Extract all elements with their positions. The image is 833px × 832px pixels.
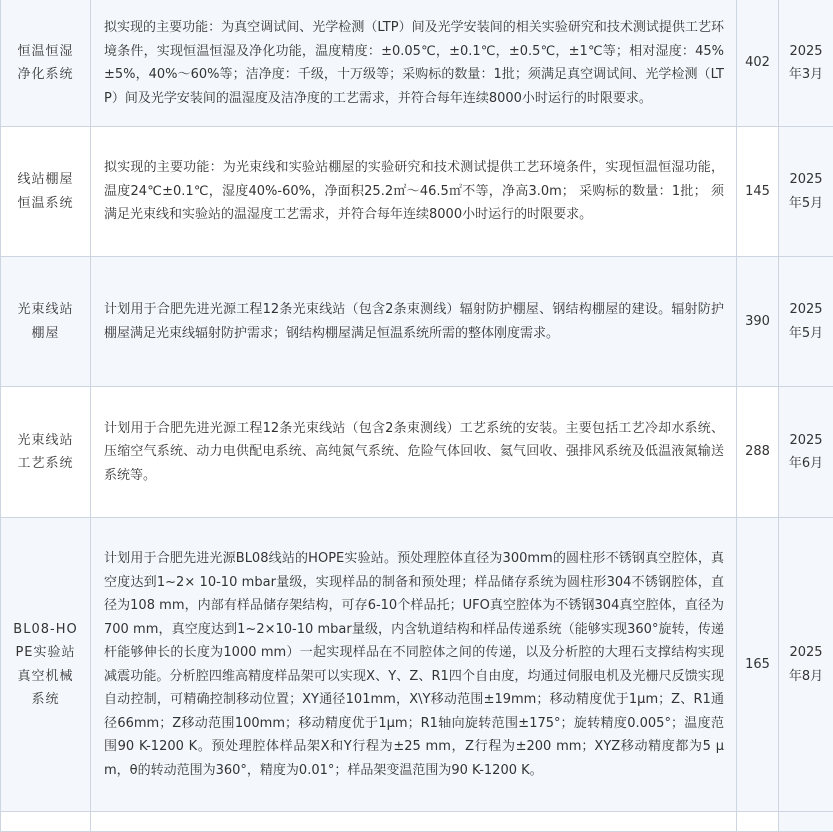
budget-amount-value: 145 <box>745 180 770 204</box>
project-name-cell: 线站棚屋恒温系统 <box>1 127 91 257</box>
project-name-cell: 恒温恒湿净化系统 <box>1 0 91 127</box>
purchase-time-value: 2025年5月 <box>787 298 825 345</box>
purchase-time-value: 2025年8月 <box>787 641 825 688</box>
table-row <box>1 387 833 518</box>
table-row <box>1 0 833 127</box>
project-description-cell: 计划用于合肥先进光源工程12条光束线站（包含2条束测线）辐射防护棚屋、钢结构棚屋的建设。辐射防护棚屋满足光束线辐射防护需求；钢结构棚屋满足恒温系统所需的整体刚度需求。 <box>91 257 737 387</box>
purchase-time-value: 2025年6月 <box>787 429 825 476</box>
budget-amount-cell <box>737 0 779 127</box>
budget-amount-cell <box>737 812 779 832</box>
purchase-time-value: 2025年5月 <box>787 168 825 215</box>
purchase-time-cell <box>779 257 833 387</box>
project-name-cell: BL08-HOPE实验站真空机械系统 <box>1 518 91 812</box>
table-row <box>1 127 833 257</box>
budget-amount-value: 165 <box>745 653 770 677</box>
project-description-cell: 拟实现的主要功能：为光束线和实验站棚屋的实验研究和技术测试提供工艺环境条件，实现恒温恒湿功能，温度24℃±0.1℃，湿度40%-60%，净面积25.2㎡～46.5㎡不等，净高3.0m； 采购标的数量：1批； 须满足光束线和实验站的温湿度工艺需求，并符合每年连续8000小时运行的时限要求。 <box>91 127 737 257</box>
project-description-cell: 计划用于合肥先进光源工程12条光束线站（包含2条束测线）工艺系统的安装。主要包括工艺冷却水系统、压缩空气系统、动力电供配电系统、高纯氮气系统、危险气体回收、氦气回收、强排风系统及低温液氮输送系统等。 <box>91 387 737 518</box>
budget-amount-value: 288 <box>745 440 770 464</box>
purchase-time-cell <box>779 387 833 518</box>
table-row <box>1 518 833 812</box>
budget-amount-cell <box>737 127 779 257</box>
project-description-cell <box>91 812 737 832</box>
table-row <box>1 812 833 832</box>
project-name-cell: 光束线站棚屋 <box>1 257 91 387</box>
project-description-cell: 拟实现的主要功能：为真空调试间、光学检测（LTP）间及光学安装间的相关实验研究和技术测试提供工艺环境条件，实现恒温恒湿及净化功能，温度精度：±0.05℃，±0.1℃，±0.5℃，±1℃等；相对湿度：45%±5%，40%～60%等；洁净度：千级，十万级等；采购标的数量：1批；须满足真空调试间、光学检测（LTP）间及光学安装间的温湿度及洁净度的工艺需求，并符合每年连续8000小时运行的时限要求。 <box>91 0 737 127</box>
purchase-time-cell <box>779 0 833 127</box>
budget-amount-value: 390 <box>745 310 770 334</box>
purchase-time-cell <box>779 518 833 812</box>
project-name-cell: 光束线站工艺系统 <box>1 387 91 518</box>
budget-amount-cell <box>737 387 779 518</box>
project-name-cell <box>1 812 91 832</box>
budget-amount-value: 402 <box>745 51 770 75</box>
project-description-cell: 计划用于合肥先进光源BL08线站的HOPE实验站。预处理腔体直径为300mm的圆柱形不锈钢真空腔体，真空度达到1~2× 10-10 mbar量级，实现样品的制备和预处理；样品储存系统为圆柱形304不锈钢腔体，直径为108 mm，内部有样品储存架结构，可存6-10个样品托；UFO真空腔体为不锈钢304真空腔体，直径为700 mm，真空度达到1~2×10-10 mbar量级，内含轨道结构和样品传递系统（能够实现360°旋转，传递杆能够伸长的长度为1000 mm）一起实现样品在不同腔体之间的传递，以及分析腔的大理石支撑结构实现减震功能。分析腔四维高精度样品架可以实现X、Y、Z、R1四个自由度，均通过伺服电机及光栅尺反馈实现自动控制，可精确控制移动位置；XY通径101mm，X\Y移动范围±19mm；移动精度优于1μm；Z、R1通径66mm；Z移动范围100mm；移动精度优于1μm；R1轴向旋转范围±175°；旋转精度0.005°；温度范围90 K-1200 K。预处理腔体样品架X和Y行程为±25 mm，Z行程为±200 mm；XYZ移动精度都为5 μm，θ的转动范围为360°，精度为0.01°；样品架变温范围为90 K-1200 K。 <box>91 518 737 812</box>
budget-amount-cell <box>737 257 779 387</box>
table-row <box>1 257 833 387</box>
purchase-time-cell <box>779 127 833 257</box>
purchase-time-value: 2025年3月 <box>787 40 825 87</box>
budget-amount-cell <box>737 518 779 812</box>
purchase-time-cell <box>779 812 833 832</box>
